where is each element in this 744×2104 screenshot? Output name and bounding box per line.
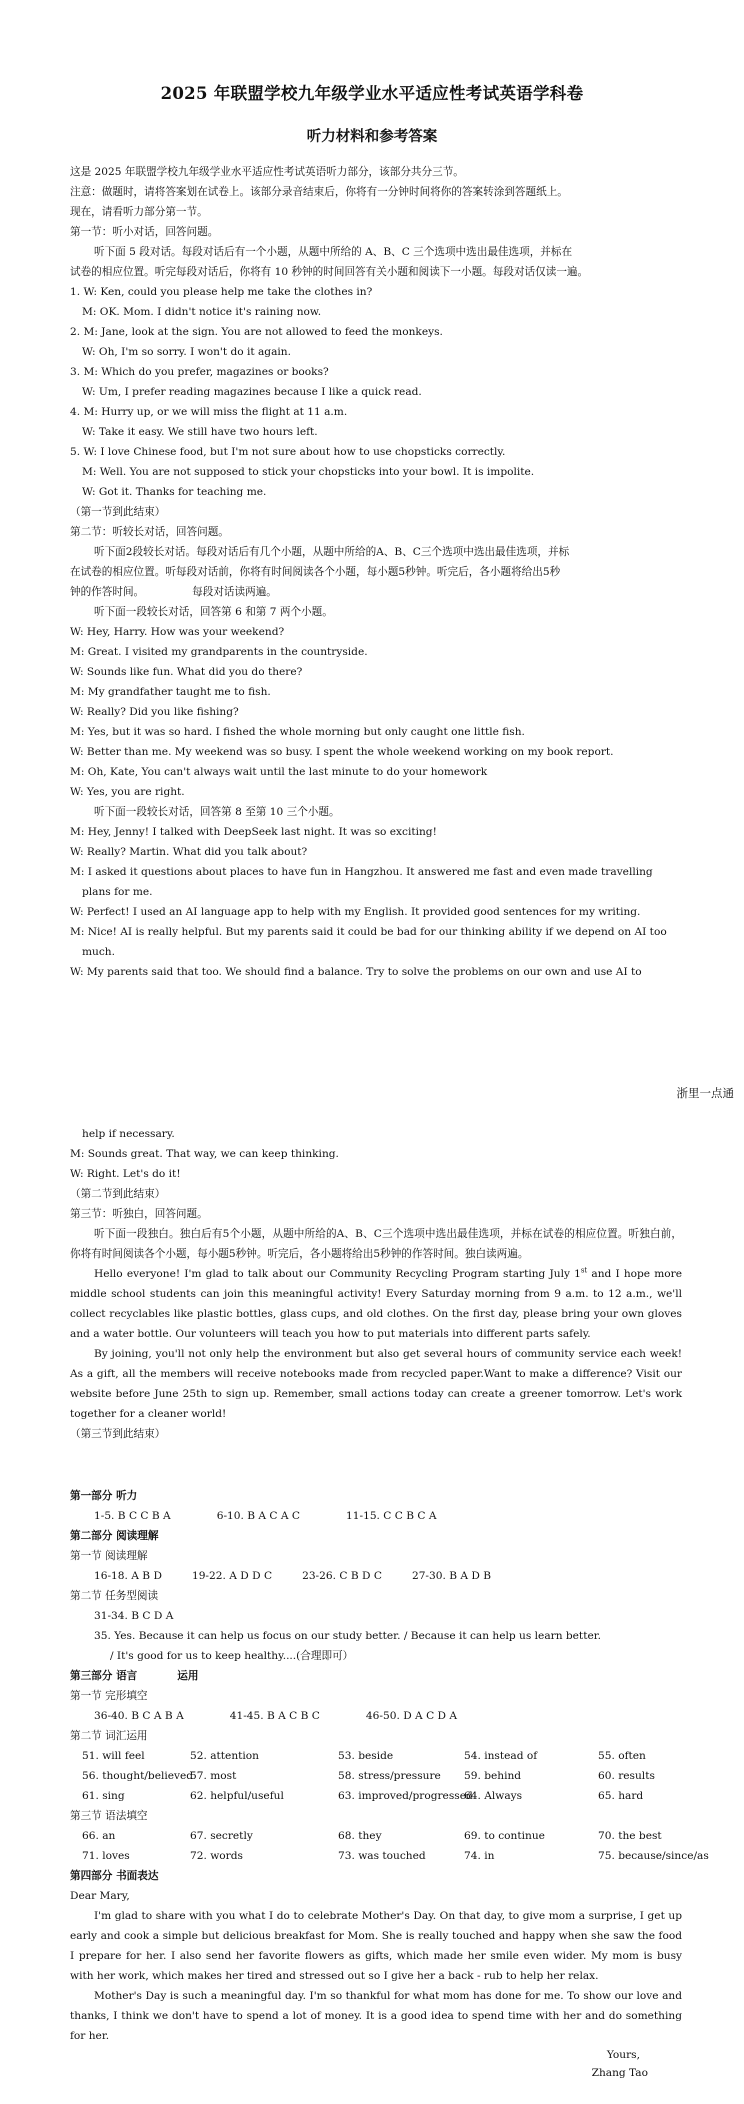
dialogue-line: W: Better than me. My weekend was so busy. I spent the whole weekend working on my book report. <box>70 746 614 758</box>
vocab-answer: 54. instead of <box>464 1750 538 1762</box>
dialogue-line: M: Great. I visited my grandparents in the countryside. <box>70 646 368 658</box>
dialogue-line: M: I asked it questions about places to have fun in Hangzhou. It answered me fast and even made travelling <box>70 866 653 878</box>
vocab-answer: 65. hard <box>598 1790 644 1802</box>
vocab-answer: 63. improved/progressed <box>338 1790 473 1802</box>
section2-instruction: 在试卷的相应位置。听每段对话前，你将有时间阅读各个小题，每小题5秒钟。听完后，各小题将给出5秒 <box>70 566 561 578</box>
answer-group: 1-5. B C C B A <box>94 1510 171 1522</box>
intro-line: 这是 2025 年联盟学校九年级学业水平适应性考试英语听力部分，该部分共分三节。 <box>70 166 464 178</box>
dialogue-line: help if necessary. <box>82 1128 175 1140</box>
section1-instruction: 试卷的相应位置。听完每段对话后，你将有 10 秒钟的时间回答有关小题和阅读下一小题。每段对话仅读一遍。 <box>70 266 589 278</box>
dialogue-line: W: Right. Let's do it! <box>70 1168 181 1180</box>
listening-script-part1 <box>70 162 682 982</box>
monologue-paragraph <box>70 1264 682 1344</box>
dialogue-line: much. <box>82 946 115 958</box>
answer-group: 11-15. C C B C A <box>346 1510 437 1522</box>
vocab-answer: 61. sing <box>82 1790 125 1802</box>
answer-group: 6-10. B A C A C <box>216 1510 301 1522</box>
grammar-answer: 68. they <box>338 1830 382 1842</box>
subsection-title: 第二节 任务型阅读 <box>70 1590 159 1602</box>
answer-q35: 35. Yes. Because it can help us focus on our study better. / Because it can help us learn better. <box>94 1630 601 1642</box>
section-end-note: （第三节到此结束） <box>70 1428 166 1440</box>
grammar-answer: 66. an <box>82 1830 116 1842</box>
part3-title-text: 第三部分 语言 <box>70 1670 138 1682</box>
vocab-answer: 62. helpful/useful <box>190 1790 284 1802</box>
part2-title: 第二部分 阅读理解 <box>70 1530 159 1542</box>
intro-line: 现在，请看听力部分第一节。 <box>70 206 208 218</box>
letter-signature: Zhang Tao <box>591 2067 648 2079</box>
section1-heading: 第一节：听小对话，回答问题。 <box>70 226 219 238</box>
dialogue-line: 3. M: Which do you prefer, magazines or books? <box>70 366 329 378</box>
dialogue-line: W: Sounds like fun. What did you do there? <box>70 666 303 678</box>
grammar-row <box>70 1846 709 1866</box>
vocab-answer: 57. most <box>190 1770 237 1782</box>
dialogue-intro: 听下面一段较长对话，回答第 6 和第 7 两个小题。 <box>94 606 333 618</box>
watermark-text: 浙里一点通 <box>676 1086 734 1100</box>
instruction-fragment: 钟的作答时间。 <box>70 586 145 598</box>
answer-group: 46-50. D A C D A <box>365 1710 458 1722</box>
dialogue-line: M: OK. Mom. I didn't notice it's raining now. <box>82 306 322 318</box>
dialogue-line: M: Nice! AI is really helpful. But my parents said it could be bad for our thinking ability if we depend on AI too <box>70 926 667 938</box>
vocab-answer: 59. behind <box>464 1770 522 1782</box>
vocab-answer: 60. results <box>598 1770 655 1782</box>
dialogue-line: plans for me. <box>82 886 153 898</box>
grammar-answer: 67. secretly <box>190 1830 253 1842</box>
answer-row: 31-34. B C D A <box>94 1610 174 1622</box>
dialogue-line: W: Got it. Thanks for teaching me. <box>82 486 267 498</box>
dialogue-line: M: Hey, Jenny! I talked with DeepSeek last night. It was so exciting! <box>70 826 437 838</box>
vocab-answer: 51. will feel <box>82 1750 145 1762</box>
section3-heading: 第三节：听独白，回答问题。 <box>70 1208 208 1220</box>
monologue-paragraph: By joining, you'll not only help the environment but also get several hours of community service each week! As a gift, all the members will receive notebooks made from recycled paper.Want to make a difference? Visit our website before June 25th to sign up. Remember, small actions today can create a greener tomorrow. Let's work together for a cleaner world! <box>70 1348 682 1420</box>
grammar-answer: 70. the best <box>598 1830 662 1842</box>
grammar-answer: 71. loves <box>82 1850 130 1862</box>
subsection-title: 第二节 词汇运用 <box>70 1730 148 1742</box>
vocab-answer: 56. thought/believed <box>82 1770 194 1782</box>
dialogue-line: 1. W: Ken, could you please help me take the clothes in? <box>70 286 373 298</box>
dialogue-line: 2. M: Jane, look at the sign. You are not allowed to feed the monkeys. <box>70 326 443 338</box>
answer-row <box>70 1566 682 1586</box>
ordinal-suffix: st <box>580 1266 588 1275</box>
listening-script-part2 <box>70 1124 682 1444</box>
dialogue-line: M: Well. You are not supposed to stick your chopsticks into your bowl. It is impolite. <box>82 466 535 478</box>
dialogue-line: 4. M: Hurry up, or we will miss the flight at 11 a.m. <box>70 406 348 418</box>
grammar-answer: 72. words <box>190 1850 243 1862</box>
letter-paragraph: I'm glad to share with you what I do to celebrate Mother's Day. On that day, to give mom a surprise, I get up early and cook a simple but delicious breakfast for Mom. She is really touched and happy when she saw the food I prepare for her. I also send her favorite flowers as gifts, which made her smile even wider. My mom is busy with her work, which makes her tired and stressed out so I give her a back - rub to help her relax. <box>70 1910 682 1982</box>
monologue-text: and I hope more middle school students can join this meaningful activity! Every Saturday morning from 9 a.m. to 12 a.m., we'll collect recyclables like plastic bottles, glass cups, and old clothes. On the first day, please bring your own gloves and a water bottle. Our volunteers will teach you how to put materials into different parts safely. <box>70 1268 682 1340</box>
grammar-answer: 73. was touched <box>338 1850 426 1862</box>
vocab-row <box>70 1766 682 1786</box>
section3-instruction: 听下面一段独白。独白后有5个小题，从题中所给的A、B、C三个选项中选出最佳选项，并标在试卷的相应位置。听独白前，你将有时间阅读各个小题，每小题5秒钟。听完后，各小题将给出5秒钟的作答时间。独白读两遍。 <box>70 1228 682 1260</box>
subsection-title: 第一节 阅读理解 <box>70 1550 148 1562</box>
page-subtitle: 听力材料和参考答案 <box>306 128 438 145</box>
dialogue-line: M: My grandfather taught me to fish. <box>70 686 271 698</box>
vocab-answer: 58. stress/pressure <box>338 1770 441 1782</box>
vocab-row <box>70 1746 682 1766</box>
dialogue-line: W: Really? Martin. What did you talk about? <box>70 846 308 858</box>
part4-title: 第四部分 书面表达 <box>70 1870 159 1882</box>
answer-group: 19-22. A D D C <box>191 1570 273 1582</box>
monologue-text: Hello everyone! I'm glad to talk about our Community Recycling Program starting July 1 <box>94 1268 581 1280</box>
section1-instruction: 听下面 5 段对话。每段对话后有一个小题，从题中所给的 A、B、C 三个选项中选出最佳选项，并标在 <box>94 246 573 258</box>
dialogue-line: W: Yes, you are right. <box>70 786 185 798</box>
section-end-note: （第二节到此结束） <box>70 1188 166 1200</box>
subsection-title: 第三节 语法填空 <box>70 1810 148 1822</box>
section2-instruction: 听下面2段较长对话。每段对话后有几个小题，从题中所给的A、B、C三个选项中选出最佳选项，并标 <box>94 546 570 558</box>
part3-title-text: 运用 <box>177 1670 199 1682</box>
answer-q35: / It's good for us to keep healthy....(合理即可） <box>110 1650 354 1662</box>
dialogue-line: M: Sounds great. That way, we can keep thinking. <box>70 1148 339 1160</box>
grammar-answer: 74. in <box>464 1850 495 1862</box>
answer-group: 23-26. C B D C <box>302 1570 382 1582</box>
answer-group: 16-18. A B D <box>94 1570 162 1582</box>
vocab-answer: 55. often <box>598 1750 646 1762</box>
answer-key <box>70 1486 709 2082</box>
section-end-note: （第一节到此结束） <box>70 506 166 518</box>
vocab-answer: 53. beside <box>338 1750 394 1762</box>
vocab-answer: 64. Always <box>464 1790 523 1802</box>
part3-title <box>70 1666 682 1686</box>
answer-group: 41-45. B A C B C <box>229 1710 320 1722</box>
dialogue-line: W: Really? Did you like fishing? <box>70 706 239 718</box>
letter-closing: Yours, <box>606 2049 640 2061</box>
answer-row <box>70 1506 682 1526</box>
part1-title: 第一部分 听力 <box>70 1490 138 1502</box>
vocab-row <box>70 1786 682 1806</box>
instruction-fragment: 每段对话读两遍。 <box>192 586 277 598</box>
page-title: 2025 年联盟学校九年级学业水平适应性考试英语学科卷 <box>160 84 584 103</box>
answer-group: 36-40. B C A B A <box>94 1710 184 1722</box>
intro-line: 注意：做题时，请将答案划在试卷上。该部分录音结束后，你将有一分钟时间将你的答案转涂到答题纸上。 <box>70 186 568 198</box>
section2-instruction <box>70 582 682 602</box>
dialogue-line: M: Yes, but it was so hard. I fished the whole morning but only caught one little fish. <box>70 726 525 738</box>
grammar-row <box>70 1826 682 1846</box>
dialogue-line: W: Take it easy. We still have two hours left. <box>82 426 318 438</box>
answer-row <box>70 1706 682 1726</box>
letter-greeting: Dear Mary, <box>70 1890 130 1902</box>
dialogue-line: W: Perfect! I used an AI language app to help with my English. It provided good sentences for my writing. <box>70 906 641 918</box>
dialogue-line: 5. W: I love Chinese food, but I'm not sure about how to use chopsticks correctly. <box>70 446 506 458</box>
dialogue-line: W: Hey, Harry. How was your weekend? <box>70 626 285 638</box>
dialogue-line: W: Oh, I'm so sorry. I won't do it again. <box>82 346 291 358</box>
dialogue-intro: 听下面一段较长对话，回答第 8 至第 10 三个小题。 <box>94 806 340 818</box>
dialogue-line: W: My parents said that too. We should find a balance. Try to solve the problems on our own and use AI to <box>70 966 642 978</box>
dialogue-line: M: Oh, Kate, You can't always wait until the last minute to do your homework <box>70 766 488 778</box>
section2-heading: 第二节：听较长对话，回答问题。 <box>70 526 229 538</box>
subsection-title: 第一节 完形填空 <box>70 1690 148 1702</box>
grammar-answer: 75. because/since/as <box>598 1850 709 1862</box>
grammar-answer: 69. to continue <box>464 1830 545 1842</box>
vocab-answer: 52. attention <box>190 1750 259 1762</box>
answer-group: 27-30. B A D B <box>411 1570 492 1582</box>
dialogue-line: W: Um, I prefer reading magazines because I like a quick read. <box>82 386 422 398</box>
letter-paragraph: Mother's Day is such a meaningful day. I'm so thankful for what mom has done for me. To show our love and thanks, I think we don't have to spend a lot of money. It is a good idea to spend time with her and do something for her. <box>70 1990 682 2042</box>
